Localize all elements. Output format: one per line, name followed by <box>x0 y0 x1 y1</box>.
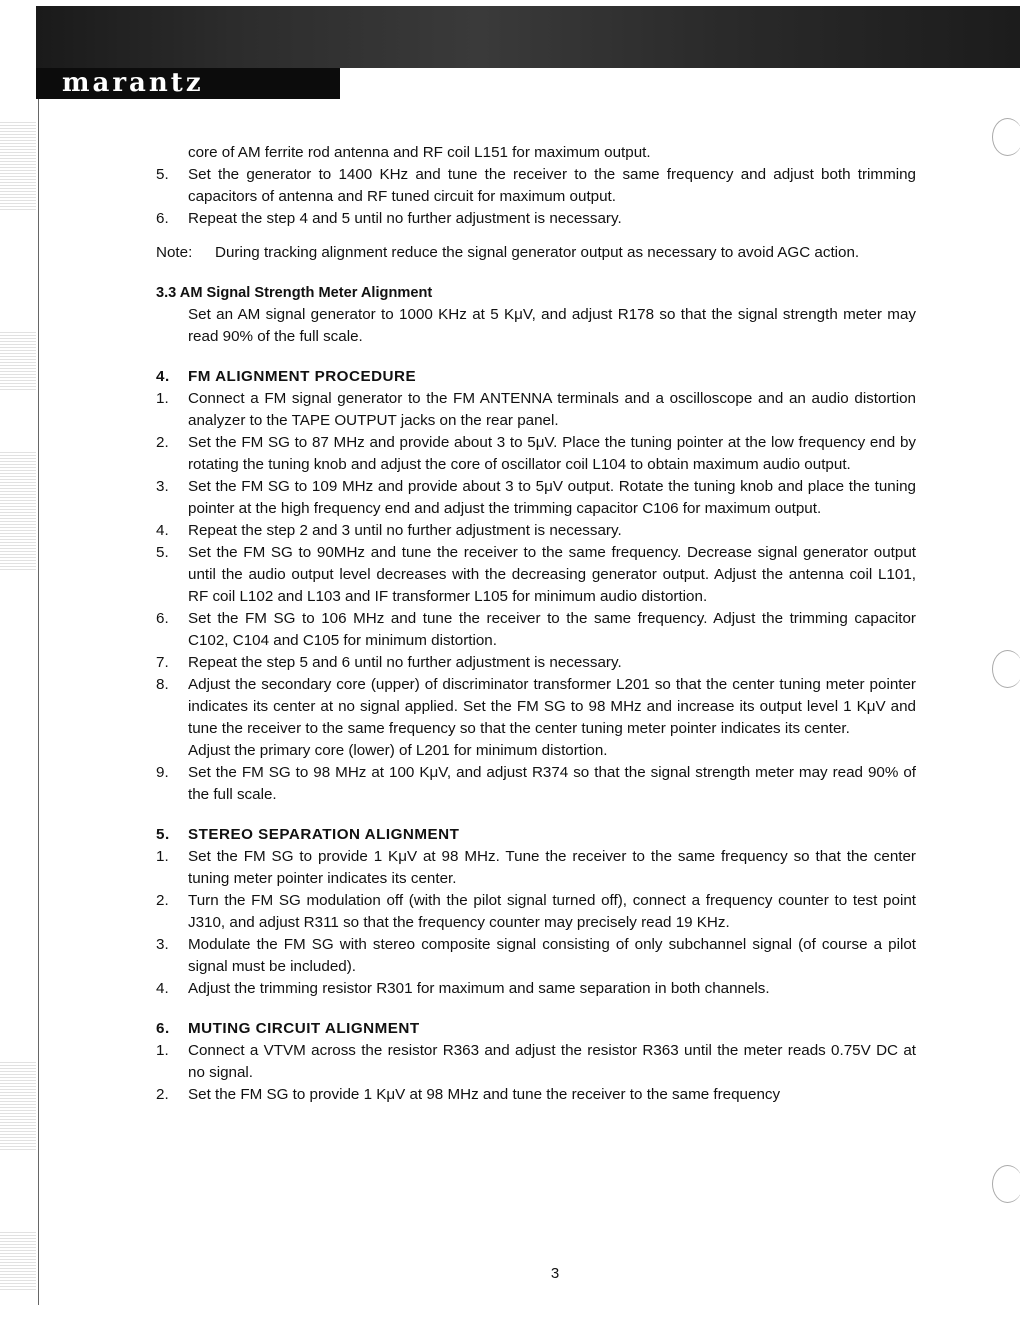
step-text: Repeat the step 4 and 5 until no further adjustment is necessary. <box>188 210 622 227</box>
note-label: Note: <box>156 244 193 261</box>
step-number: 6. <box>156 210 169 227</box>
list-item <box>156 476 916 520</box>
list-item <box>156 890 916 934</box>
scan-edge-artifact <box>0 1230 36 1290</box>
header-banner <box>36 6 1020 68</box>
page-content <box>156 142 916 1106</box>
list-item <box>156 978 916 1000</box>
step-text: Set the FM SG to 106 MHz and tune the receiver to the same frequency. Adjust the trimming capacitor C102, C104 and C105 for minimum distortion. <box>188 610 916 649</box>
step-number: 5. <box>156 544 169 561</box>
punch-hole-mark <box>992 1165 1020 1203</box>
step-number: 2. <box>156 892 169 909</box>
step-number: 2. <box>156 1086 169 1103</box>
step-text: Connect a VTVM across the resistor R363 and adjust the resistor R363 until the meter reads 0.75V DC at no signal. <box>188 1042 916 1081</box>
page-number: 3 <box>550 1265 560 1282</box>
step-text: Adjust the trimming resistor R301 for maximum and same separation in both channels. <box>188 980 770 997</box>
section-title: MUTING CIRCUIT ALIGNMENT <box>188 1020 420 1037</box>
step-text: Set the FM SG to 87 MHz and provide about 3 to 5μV. Place the tuning pointer at the low frequency end by rotating the tuning knob and adjust the core of oscillator coil L104 to obtain maximum audio output. <box>188 434 916 473</box>
step-number: 1. <box>156 390 169 407</box>
step-text: Repeat the step 2 and 3 until no further adjustment is necessary. <box>188 522 622 539</box>
section-title: STEREO SEPARATION ALIGNMENT <box>188 826 460 843</box>
step-number: 9. <box>156 764 169 781</box>
list-item <box>156 608 916 652</box>
scan-edge-artifact <box>0 1060 36 1150</box>
step-text: Connect a FM signal generator to the FM ANTENNA terminals and a oscilloscope and an audio distortion analyzer to the TAPE OUTPUT jacks on the rear panel. <box>188 390 916 429</box>
step-text: Set the FM SG to 98 MHz at 100 KμV, and adjust R374 so that the signal strength meter may read 90% of the full scale. <box>188 764 916 803</box>
step-text: Set the generator to 1400 KHz and tune the receiver to the same frequency and adjust both trimming capacitors of antenna and RF tuned circuit for maximum output. <box>188 166 916 205</box>
step-number: 5. <box>156 166 169 183</box>
list-item <box>156 388 916 432</box>
step-text: Modulate the FM SG with stereo composite signal consisting of only subchannel signal (of course a pilot signal must be included). <box>188 936 916 975</box>
section-number: 6. <box>156 1020 170 1037</box>
section-heading: 3.3 AM Signal Strength Meter Alignment <box>156 285 433 301</box>
punch-hole-mark <box>992 650 1020 688</box>
step-number: 1. <box>156 1042 169 1059</box>
step-number: 7. <box>156 654 169 671</box>
step-number: 2. <box>156 434 169 451</box>
brand-logo: marantz <box>62 68 204 98</box>
list-item <box>156 1084 916 1106</box>
continuation-text: core of AM ferrite rod antenna and RF coil L151 for maximum output. <box>188 144 651 161</box>
step-number: 8. <box>156 676 169 693</box>
section-heading <box>156 824 916 846</box>
step-number: 4. <box>156 522 169 539</box>
list-item <box>156 164 916 208</box>
section-number: 5. <box>156 826 170 843</box>
step-text: Set the FM SG to 90MHz and tune the receiver to the same frequency. Decrease signal generator output until the audio output level decreases with the decreasing generator output. Adjust the antenna coil L101, RF coil L102 and L103 and IF transformer L105 for minimum audio distortion. <box>188 544 916 605</box>
left-margin-line <box>38 99 39 1305</box>
section-heading <box>156 1018 916 1040</box>
step-number: 1. <box>156 848 169 865</box>
list-item <box>156 542 916 608</box>
list-item <box>156 762 916 806</box>
scan-edge-artifact <box>0 120 36 210</box>
step-text: Repeat the step 5 and 6 until no further adjustment is necessary. <box>188 654 622 671</box>
note-text: During tracking alignment reduce the signal generator output as necessary to avoid AGC action. <box>215 244 860 261</box>
section-title: FM ALIGNMENT PROCEDURE <box>188 368 417 385</box>
step-number: 3. <box>156 478 169 495</box>
section-text: Set an AM signal generator to 1000 KHz at 5 KμV, and adjust R178 so that the signal strength meter may read 90% of the full scale. <box>188 306 916 345</box>
step-number: 3. <box>156 936 169 953</box>
step-text-extra: Adjust the primary core (lower) of L201 for minimum distortion. <box>188 742 608 759</box>
step-text: Adjust the secondary core (upper) of discriminator transformer L201 so that the center tuning meter pointer indicates its center at no signal applied. Set the FM SG to 98 MHz and increase its output level 1 KμV and tune the receiver to the same frequency so that the center tuning meter pointer indicates its center. <box>188 676 916 737</box>
list-item <box>156 652 916 674</box>
step-text: Set the FM SG to provide 1 KμV at 98 MHz and tune the receiver to the same frequency <box>188 1086 781 1103</box>
scan-edge-artifact <box>0 450 36 570</box>
note <box>156 242 916 264</box>
list-item <box>156 674 916 762</box>
step-text: Set the FM SG to provide 1 KμV at 98 MHz. Tune the receiver to the same frequency so that the center tuning meter pointer indicates its center. <box>188 848 916 887</box>
list-item <box>156 432 916 476</box>
step-number: 6. <box>156 610 169 627</box>
section-heading <box>156 366 916 388</box>
step-text: Turn the FM SG modulation off (with the pilot signal turned off), connect a frequency counter to test point J310, and adjust R311 so that the frequency counter may precisely read 19 KHz. <box>188 892 916 931</box>
section-number: 4. <box>156 368 170 385</box>
list-item <box>156 846 916 890</box>
step-text: Set the FM SG to 109 MHz and provide about 3 to 5μV output. Rotate the tuning knob and place the tuning pointer at the high frequency end and adjust the trimming capacitor C106 for maximum output. <box>188 478 916 517</box>
list-item <box>156 1040 916 1084</box>
punch-hole-mark <box>992 118 1020 156</box>
scan-edge-artifact <box>0 330 36 390</box>
step-number: 4. <box>156 980 169 997</box>
list-item <box>156 520 916 542</box>
list-item <box>156 208 916 230</box>
list-item <box>156 934 916 978</box>
